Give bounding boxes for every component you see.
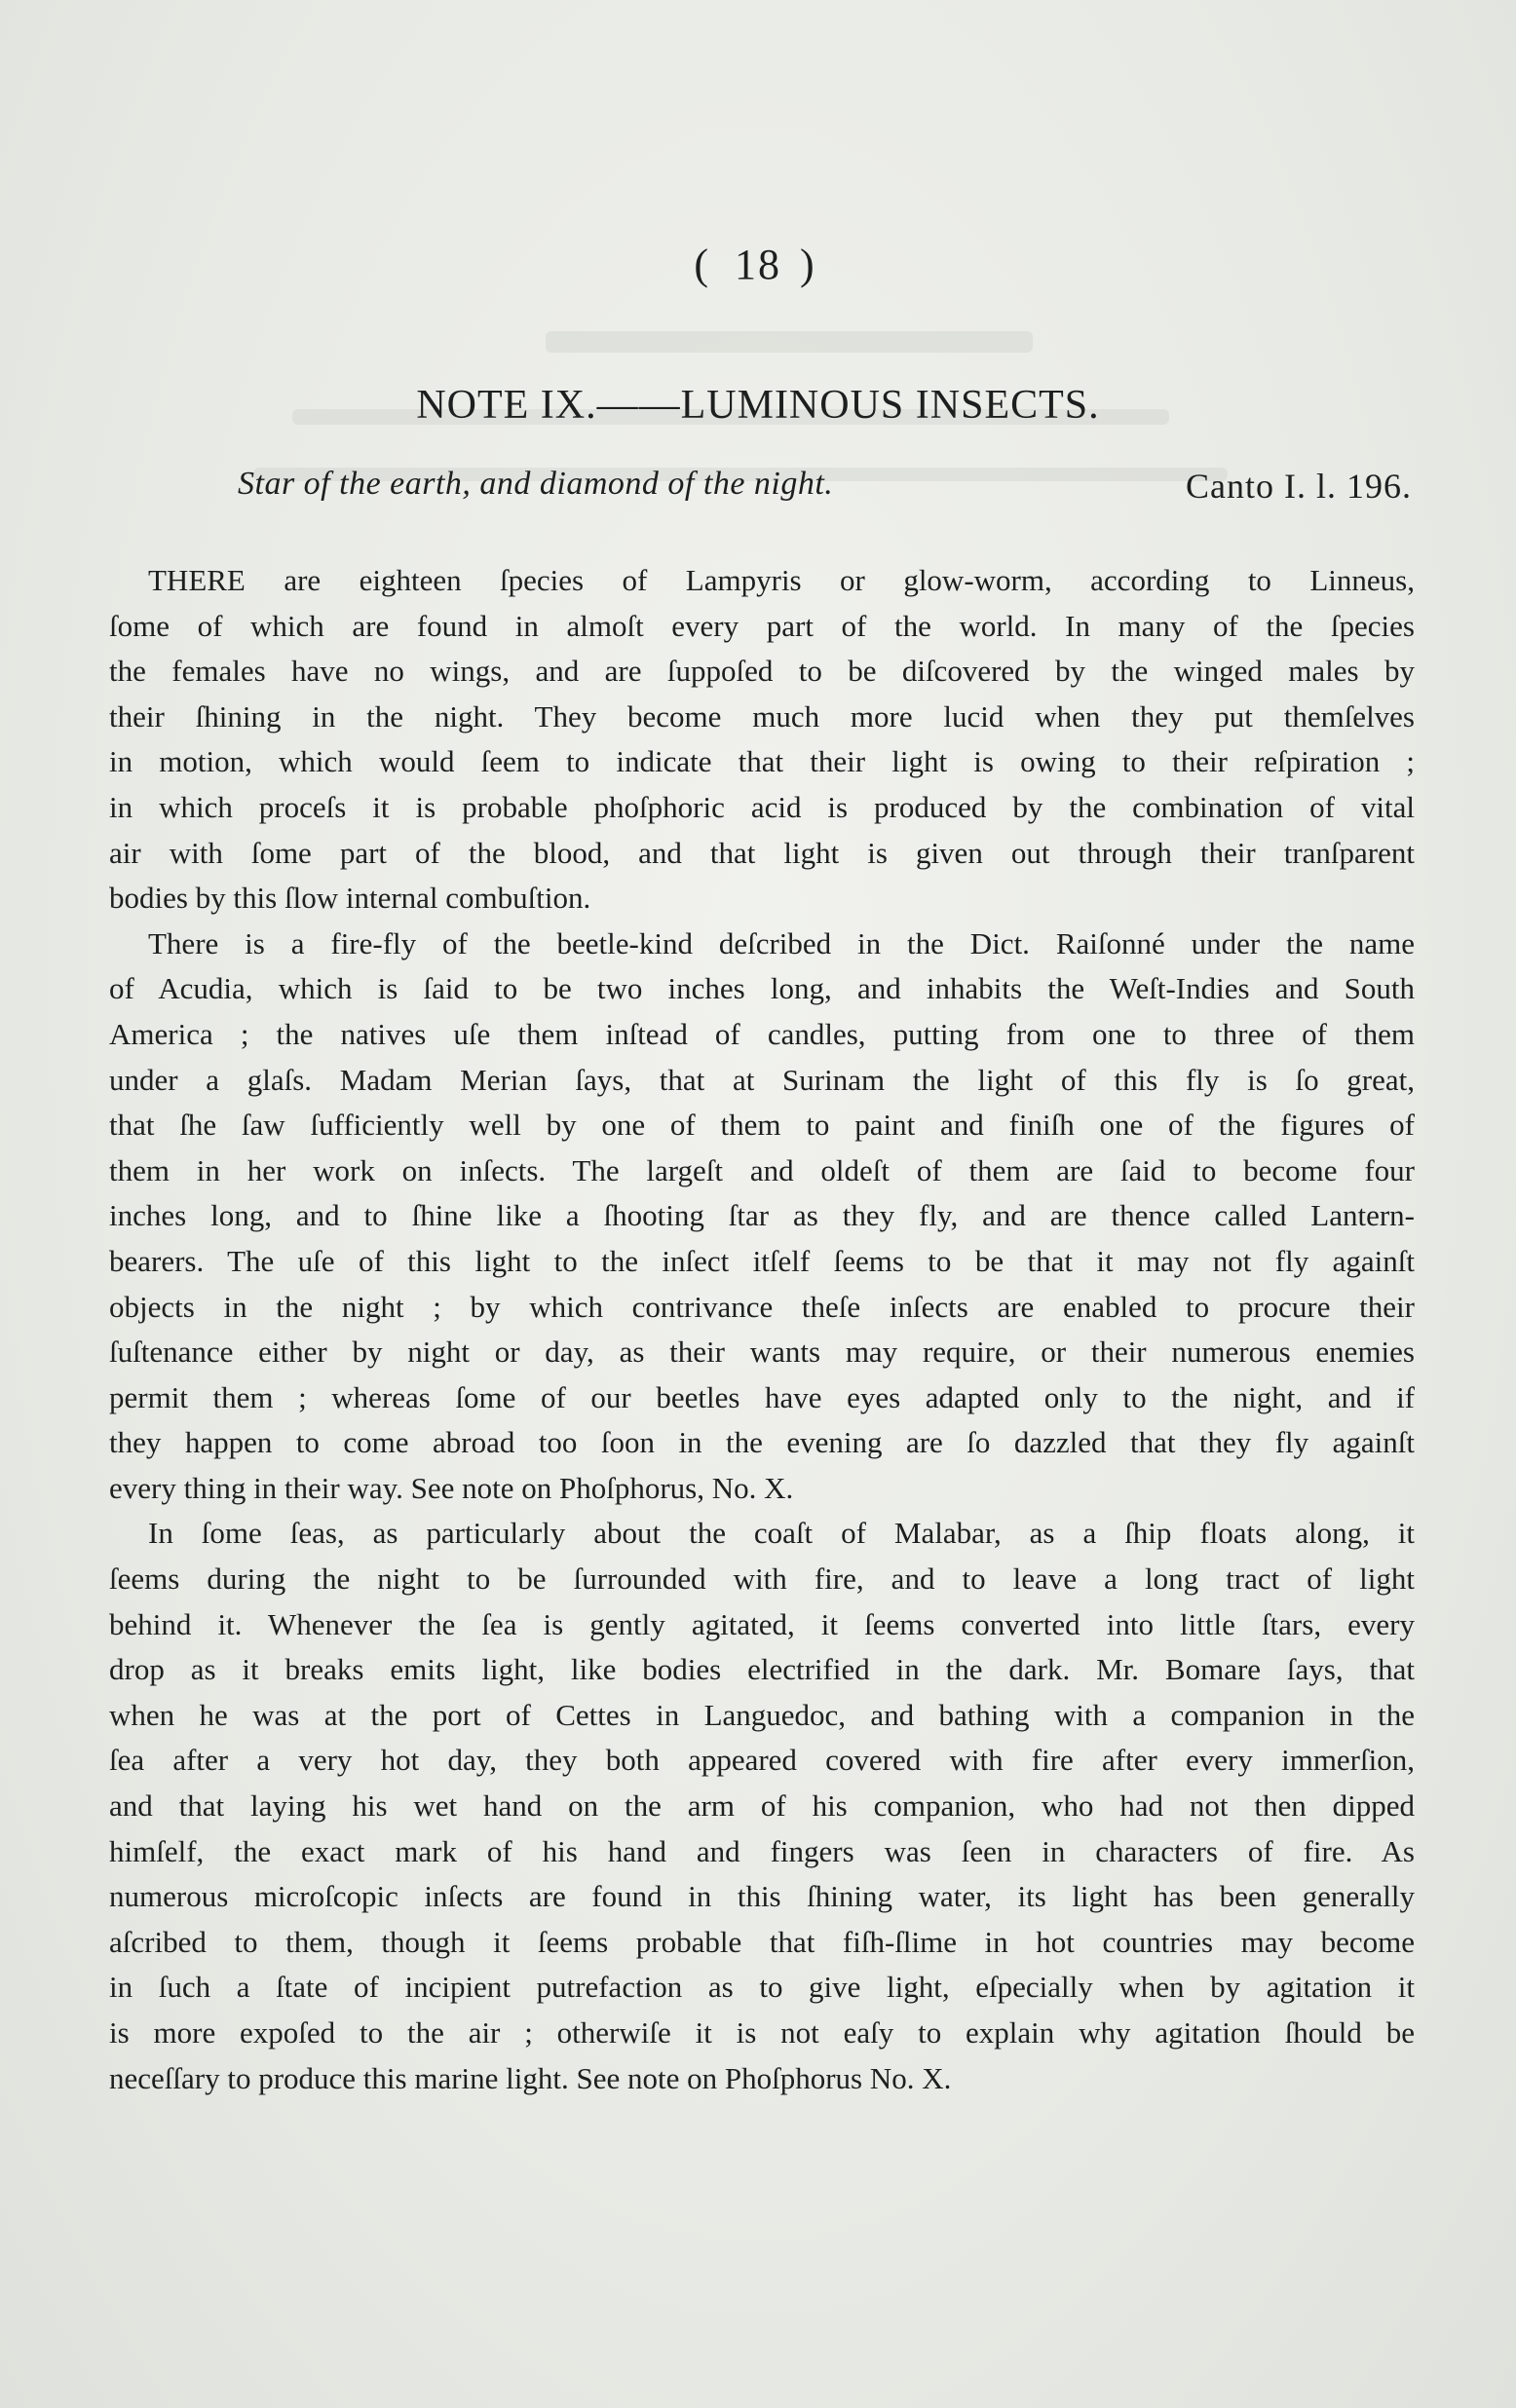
text-line: There is a fire-fly of the beetle-kind deſcribed in the Dict. Raiſonné under the name	[148, 925, 1415, 960]
text-line: of Acudia, which is ſaid to be two inches long, and inhabits the Weſt-Indies and South	[109, 971, 1415, 1006]
text-line: numerous microſcopic inſects are found in this ſhining water, its light has been generally	[109, 1879, 1415, 1914]
text-line: in which proceſs it is probable phoſphoric acid is produced by the combination of vital	[109, 789, 1415, 824]
text-line: bodies by this ſlow internal combuſtion.	[109, 881, 591, 916]
text-line: ſea after a very hot day, they both appeared covered with fire after every immerſion,	[109, 1743, 1415, 1778]
text-line: bearers. The uſe of this light to the inſect itſelf ſeems to be that it may not fly againſt	[109, 1243, 1415, 1278]
epigraph-reference: Canto I. l. 196.	[1186, 467, 1412, 506]
text-line: objects in the night ; by which contrivance theſe inſects are enabled to procure their	[109, 1289, 1415, 1324]
text-line: the females have no wings, and are ſuppoſed to be diſcovered by the winged males by	[109, 654, 1415, 689]
text-line: they happen to come abroad too ſoon in the evening are ſo dazzled that they fly againſt	[109, 1425, 1415, 1460]
text-line: every thing in their way. See note on Phoſphorus, No. X.	[109, 1470, 794, 1505]
text-line: neceſſary to produce this marine light. See note on Phoſphorus No. X.	[109, 2060, 952, 2095]
epigraph-quote: Star of the earth, and diamond of the night.	[238, 466, 834, 502]
text-line: ſuſtenance either by night or day, as their wants may require, or their numerous enemies	[109, 1335, 1415, 1370]
text-line: when he was at the port of Cettes in Languedoc, and bathing with a companion in the	[109, 1697, 1415, 1732]
text-line: in motion, which would ſeem to indicate that their light is owing to their reſpiration ;	[109, 744, 1415, 779]
page-number-open-paren: (	[694, 241, 716, 288]
note-title: NOTE IX.——LUMINOUS INSECTS.	[416, 383, 1100, 428]
text-line: them in her work on inſects. The largeſt and oldeſt of them are ſaid to become four	[109, 1152, 1415, 1187]
text-line: drop as it breaks emits light, like bodies electrified in the dark. Mr. Bomare ſays, that	[109, 1652, 1415, 1687]
page-number-close-paren: )	[800, 241, 822, 288]
page-number-value: 18	[735, 241, 781, 288]
text-line: behind it. Whenever the ſea is gently agitated, it ſeems converted into little ſtars, every	[109, 1606, 1415, 1641]
text-line: under a glaſs. Madam Merian ſays, that at Surinam the light of this fly is ſo great,	[109, 1062, 1415, 1097]
body-text	[109, 558, 1415, 2101]
text-line: ſeems during the night to be ſurrounded with fire, and to leave a long tract of light	[109, 1561, 1415, 1597]
page-number	[0, 240, 1516, 289]
text-line: that ſhe ſaw ſufficiently well by one of them to paint and finiſh one of the figures of	[109, 1108, 1415, 1143]
text-line: is more expoſed to the air ; otherwiſe it is not eaſy to explain why agitation ſhould be	[109, 2015, 1415, 2050]
text-line: in ſuch a ſtate of incipient putrefaction as to give light, eſpecially when by agitation it	[109, 1970, 1415, 2005]
text-line: America ; the natives uſe them inſtead of candles, putting from one to three of them	[109, 1016, 1415, 1051]
text-line: and that laying his wet hand on the arm of his companion, who had not then dipped	[109, 1788, 1415, 1824]
epigraph	[238, 466, 1412, 524]
text-line: ſome of which are found in almoſt every part of the world. In many of the ſpecies	[109, 608, 1415, 643]
text-line: permit them ; whereas ſome of our beetles have eyes adapted only to the night, and if	[109, 1379, 1415, 1414]
text-line: In ſome ſeas, as particularly about the coaſt of Malabar, as a ſhip floats along, it	[148, 1516, 1415, 1551]
text-line: himſelf, the exact mark of his hand and fingers was ſeen in characters of fire. As	[109, 1833, 1415, 1868]
text-line: air with ſome part of the blood, and that light is given out through their tranſparent	[109, 835, 1415, 870]
text-line: aſcribed to them, though it ſeems probable that fiſh-ſlime in hot countries may become	[109, 1924, 1415, 1959]
text-line: inches long, and to ſhine like a ſhooting ſtar as they fly, and are thence called Lantern-	[109, 1198, 1415, 1233]
text-line: THERE are eighteen ſpecies of Lampyris or glow-worm, according to Linneus,	[148, 563, 1415, 597]
text-line: their ſhining in the night. They become much more lucid when they put themſelves	[109, 698, 1415, 734]
